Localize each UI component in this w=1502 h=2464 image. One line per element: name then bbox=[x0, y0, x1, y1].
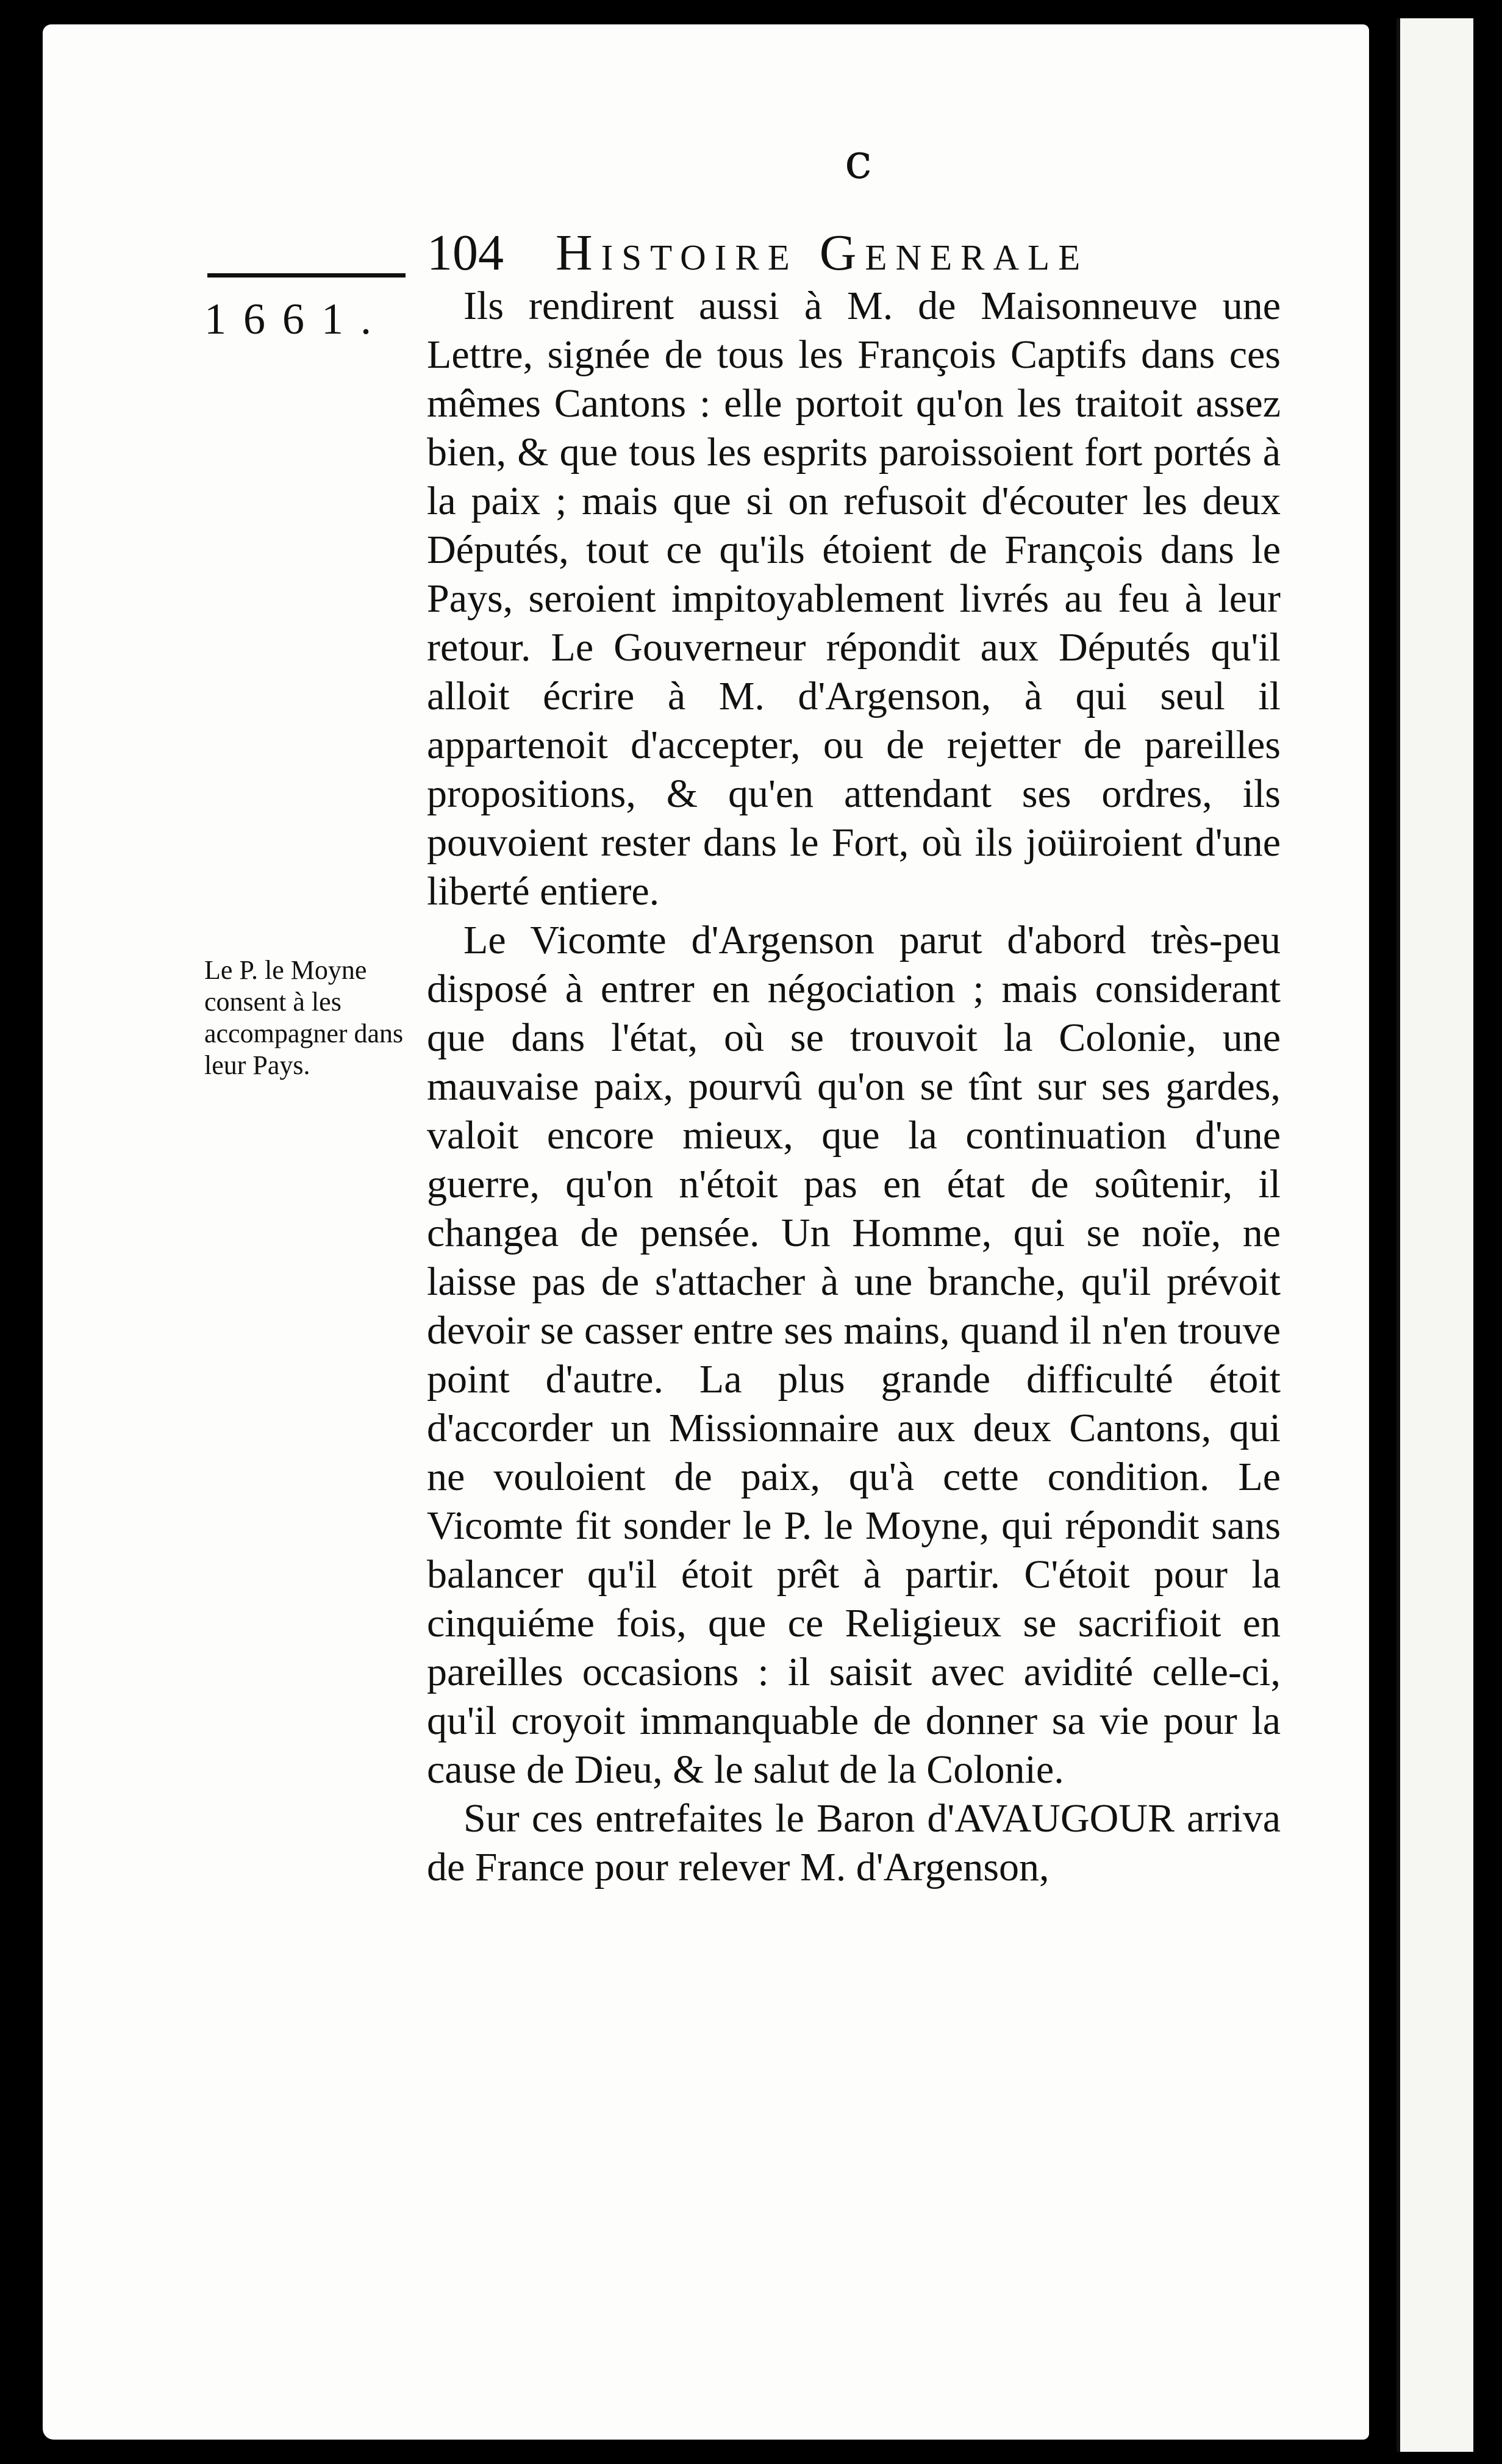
paragraph: Le Vicomte d'Argenson parut d'abord très-peu disposé à entrer en négociation ; mais considerant que dans l'état, où se trouvoit la Colonie, une mauvaise paix, pourvû qu'on se tînt sur ses gardes, valoit encore mieux, que la continuation d'une guerre, qu'on n'étoit pas en état de soûtenir, il changea de pensée. Un Homme, qui se noïe, ne laisse pas de s'attacher à une branche, qu'il prévoit devoir se casser entre ses mains, quand il n'en trouve point d'autre. La plus grande difficulté étoit d'accorder un Missionnaire aux deux Cantons, qui ne vouloient de paix, qu'à cette condition. Le Vicomte fit sonder le P. le Moyne, qui répondit sans balancer qu'il étoit prêt à partir. C'étoit pour la cinquiéme fois, que ce Religieux se sacrifioit en pareilles occasions : il saisit avec avidité celle-ci, qu'il croyoit immanquable de donner sa vie pour la cause de Dieu, & le salut de la Colonie. bbox=[427, 918, 1281, 1792]
running-header bbox=[427, 223, 1089, 282]
page-number: 104 bbox=[427, 224, 504, 281]
running-title: Histoire Generale bbox=[556, 224, 1089, 281]
paragraph: Ils rendirent aussi à M. de Maisonneuve une Lettre, signée de tous les François Captifs dans ces mêmes Cantons : elle portoit qu'on les traitoit assez bien, & que tous les esprits paroissoient fort portés à la paix ; mais que si on refusoit d'écouter les deux Députés, tout ce qu'ils étoient de François dans le Pays, seroient impitoyablement livrés au feu à leur retour. Le Gouverneur répondit aux Députés qu'il alloit écrire à M. d'Argenson, à qui seul il appartenoit d'accepter, ou de rejetter de pareilles propositions, & qu'en attendant ses ordres, ils pouvoient rester dans le Fort, où ils joüiroient d'une liberté entiere. bbox=[427, 284, 1281, 914]
margin-sidenote: Le P. le Moyne consent à les accompagner dans leur Pays. bbox=[204, 955, 404, 1080]
paragraph: Sur ces entrefaites le Baron d'AVAUGOUR arriva de France pour relever M. d'Argenson, bbox=[427, 1796, 1281, 1889]
facing-page-edge bbox=[1397, 18, 1473, 2452]
margin-year: 1661. bbox=[204, 295, 388, 343]
header-rule bbox=[207, 273, 406, 278]
body-text bbox=[427, 282, 1281, 1892]
top-ink-mark: c bbox=[845, 133, 872, 190]
